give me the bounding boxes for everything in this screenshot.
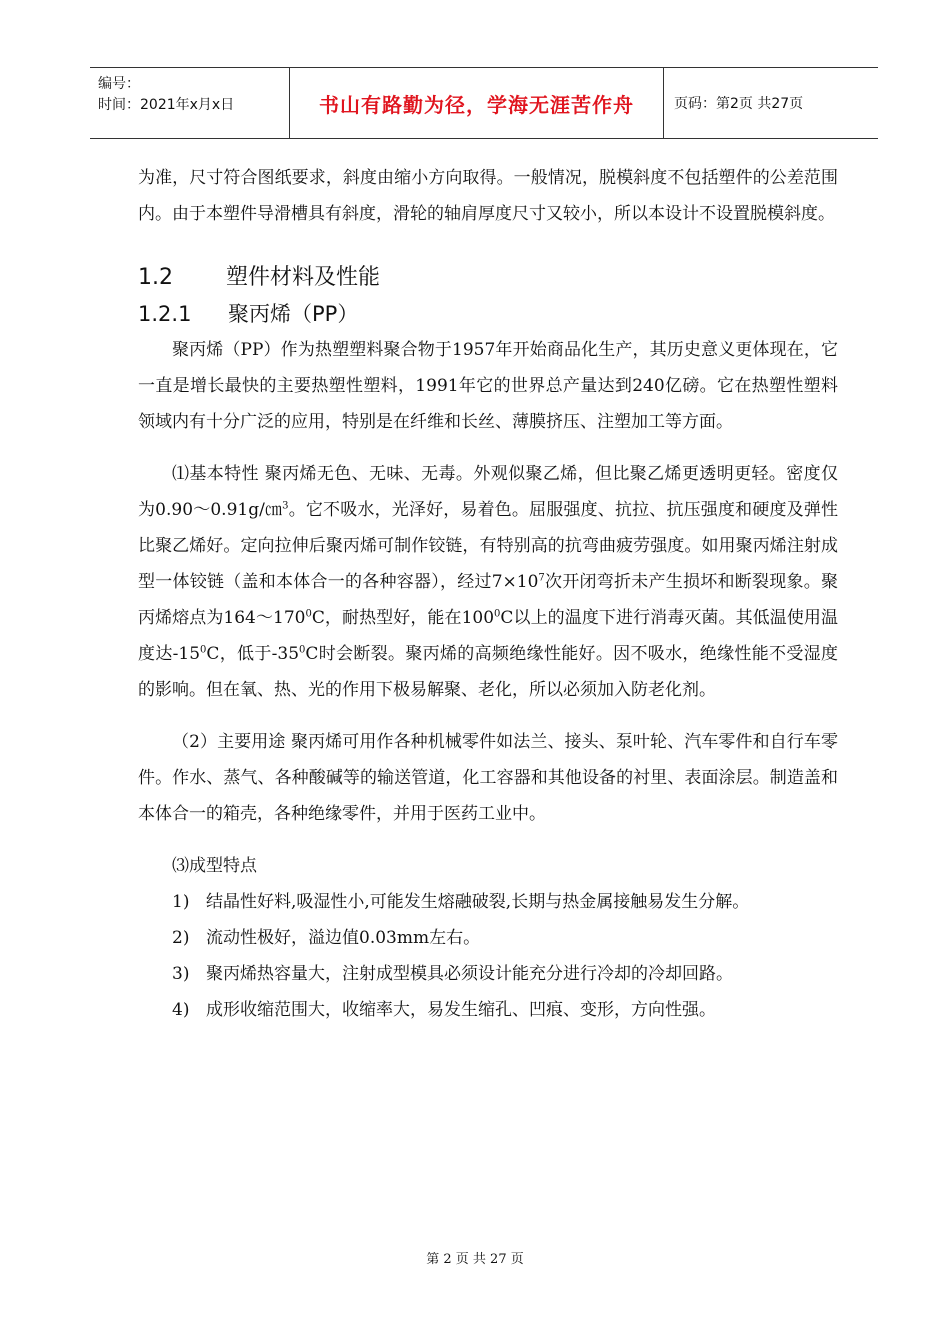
subsection-heading [138, 296, 838, 332]
header-motto: 书山有路勤为径，学海无涯苦作舟 [290, 68, 664, 138]
number-label: 编号： [98, 76, 140, 92]
header-page-label: 页码：第2页 共27页 [674, 96, 804, 112]
page-footer: 第 2 页 共 27 页 [426, 1252, 524, 1267]
superscript: 0 [494, 608, 501, 620]
section-heading [138, 260, 838, 296]
list-text: 成形收缩范围大，收缩率大，易发生缩孔、凹痕、变形，方向性强。 [206, 1000, 716, 1020]
list-number: 2) [172, 928, 190, 948]
basic-text-d: C，耐热型好，能在100 [311, 608, 495, 628]
page-header [90, 67, 878, 139]
list-number: 3) [172, 964, 190, 984]
document-body [138, 160, 838, 1028]
basic-text-c: 次开闭弯折未产生损坏和断裂现象。聚丙烯熔点为164～170 [138, 572, 838, 628]
time-label: 时间：2021年x月x日 [98, 97, 235, 113]
paragraph-continued: 为准，尺寸符合图纸要求，斜度由缩小方向取得。一般情况，脱模斜度不包括塑件的公差范围内。由于本塑件导滑槽具有斜度，滑轮的轴肩厚度尺寸又较小，所以本设计不设置脱模斜度。 [138, 168, 838, 224]
superscript: 3 [282, 500, 289, 512]
list-item [138, 992, 838, 1028]
section-title: 塑件材料及性能 [226, 265, 381, 290]
intro-paragraph: 聚丙烯（PP）作为热塑塑料聚合物于1957年开始商品化生产，其历史意义更体现在，它一直是增长最快的主要热塑性塑料，1991年它的世界总产量达到240亿磅。它在热塑性塑料领域内有十分广泛的应用，特别是在纤维和长丝、薄膜挤压、注塑加工等方面。 [138, 340, 838, 432]
uses-paragraph: （2）主要用途 聚丙烯可用作各种机械零件如法兰、接头、泵叶轮、汽车零件和自行车零件。作水、蒸气、各种酸碱等的输送管道，化工容器和其他设备的衬里、表面涂层。制造盖和本体合一的箱壳，各种绝缘零件，并用于医药工业中。 [138, 732, 838, 824]
basic-text-e: C以上的温度下进行消毒灭菌。其低温使用温度达-15 [138, 608, 838, 664]
superscript: 0 [305, 608, 312, 620]
basic-text-a: ⑴基本特性 聚丙烯无色、无味、无毒。外观似聚乙烯，但比聚乙烯更透明更轻。密度仅为0.90～0.91g/㎝ [138, 464, 838, 520]
superscript: 0 [200, 644, 207, 656]
molding-title: ⑶成型特点 [172, 856, 257, 876]
subsection-title: 聚丙烯（PP） [228, 302, 359, 326]
subsection-number: 1.2.1 [138, 302, 192, 326]
molding-list [138, 884, 838, 1028]
list-item [138, 884, 838, 920]
list-number: 4) [172, 1000, 190, 1020]
section-number: 1.2 [138, 265, 173, 290]
list-number: 1) [172, 892, 190, 912]
list-text: 结晶性好料,吸湿性小,可能发生熔融破裂,长期与热金属接触易发生分解。 [206, 892, 750, 912]
list-item [138, 920, 838, 956]
list-text: 流动性极好，溢边值0.03mm左右。 [206, 928, 481, 948]
basic-text-b: 。它不吸水，光泽好，易着色。屈服强度、抗拉、抗压强度和硬度及弹性比聚乙烯好。定向拉伸后聚丙烯可制作铰链，有特别高的抗弯曲疲劳强度。如用聚丙烯注射成型一体铰链（盖和本体合一的各种容器），经过7×10 [138, 500, 838, 592]
superscript: 7 [538, 572, 545, 584]
superscript: 0 [299, 644, 306, 656]
header-meta [90, 68, 290, 138]
basic-properties-paragraph [138, 456, 838, 708]
basic-text-g: C时会断裂。聚丙烯的高频绝缘性能好。因不吸水，绝缘性能不受湿度的影响。但在氧、热、光的作用下极易解聚、老化，所以必须加入防老化剂。 [138, 644, 838, 700]
basic-text-f: C，低于-35 [206, 644, 300, 664]
list-item [138, 956, 838, 992]
list-text: 聚丙烯热容量大，注射成型模具必须设计能充分进行冷却的冷却回路。 [206, 964, 733, 984]
